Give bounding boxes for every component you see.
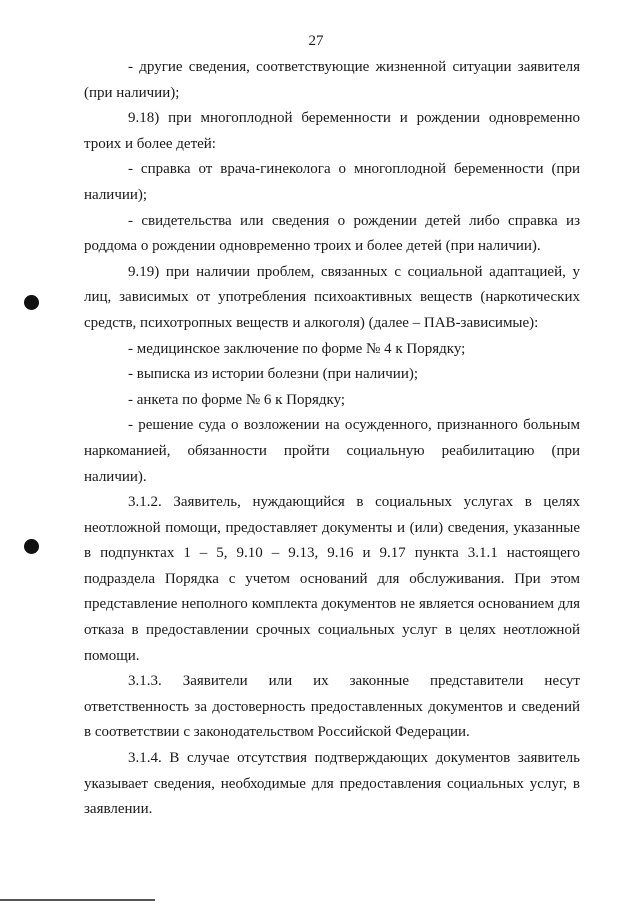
paragraph: - решение суда о возложении на осужденного, признанного больным наркоманией, обязанности пройти социальную реабилитацию (при наличии). bbox=[84, 417, 580, 485]
paragraph: 3.1.3. Заявители или их законные представители несут ответственность за достоверность предоставленных документов и сведений в соответствии с законодательством Российской Федерации. bbox=[84, 673, 580, 741]
paragraph: - выписка из истории болезни (при наличии); bbox=[128, 366, 419, 383]
scan-edge-line bbox=[0, 899, 155, 901]
paragraph: 3.1.2. Заявитель, нуждающийся в социальных услугах в целях неотложной помощи, предоставляет документы и (или) сведения, указанные в подпунктах 1 – 5, 9.10 – 9.13, 9.16 и 9.17 пункта 3.1.1 настоящего подраздела Порядка с учетом оснований для обслуживания. При этом представление неполного комплекта документов не является основанием для отказа в предоставлении срочных социальных услуг в целях неотложной помощи. bbox=[84, 494, 580, 664]
paragraph: 3.1.4. В случае отсутствия подтверждающих документов заявитель указывает сведения, необходимые для предоставления социальных услуг, в заявлении. bbox=[84, 750, 580, 818]
paragraph: - медицинское заключение по форме № 4 к Порядку; bbox=[128, 340, 466, 357]
paragraph: 9.19) при наличии проблем, связанных с социальной адаптацией, у лиц, зависимых от употребления психоактивных веществ (наркотических средств, психотропных веществ и алкоголя) (далее – ПАВ-зависимые): bbox=[84, 263, 580, 331]
paragraph: 9.18) при многоплодной беременности и рождении одновременно троих и более детей: bbox=[84, 110, 580, 152]
paragraph: - другие сведения, соответствующие жизненной ситуации заявителя (при наличии); bbox=[84, 59, 580, 101]
paragraph: - анкета по форме № 6 к Порядку; bbox=[128, 391, 346, 408]
paragraph: - свидетельства или сведения о рождении детей либо справка из роддома о рождении одновременно троих и более детей (при наличии). bbox=[84, 212, 580, 255]
paragraph: - справка от врача-гинеколога о многоплодной беременности (при наличии); bbox=[84, 161, 580, 203]
punch-hole-mark bbox=[24, 295, 39, 310]
punch-hole-mark bbox=[24, 539, 39, 554]
page-number: 27 bbox=[308, 33, 324, 49]
document-body bbox=[84, 55, 580, 823]
